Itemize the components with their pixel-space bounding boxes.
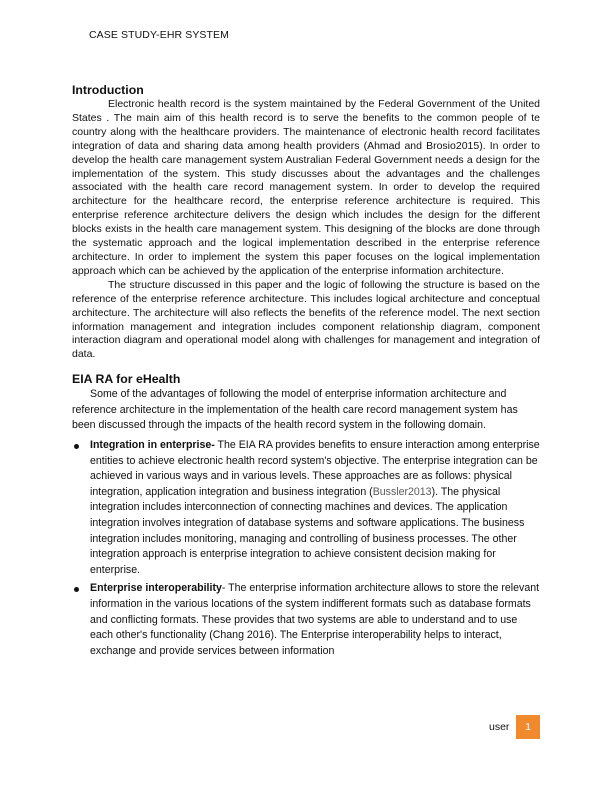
citation: Bussler2013	[372, 485, 432, 498]
bullet-icon	[74, 587, 79, 592]
eia-heading: EIA RA for eHealth	[72, 372, 181, 387]
list-item	[72, 438, 540, 578]
intro-heading: Introduction	[72, 83, 144, 97]
eia-bullet-list	[72, 438, 540, 659]
footer-user-label: user	[489, 721, 510, 733]
bullet-term: Enterprise interoperability	[90, 582, 222, 595]
bullet-text-continued: ). The physical integration includes interconnection of connecting machines and devices. The application integration involves integration of database systems and software applications. The business integration includes monitoring, managing and controlling of business processes. The other integration approach is enterprise integration to achieve consistent decision making for enterprise.	[90, 485, 525, 576]
intro-paragraph-2: The structure discussed in this paper and the logic of following the structure is based on the reference of the enterprise reference architecture. This includes logical architecture and conceptual architecture. The architecture will also reflects the benefits of the reference model. The next section information management and integration includes component relationship diagram, component interaction diagram and operational model along with challenges for management and integration of data.	[72, 278, 540, 361]
eia-paragraph: Some of the advantages of following the model of enterprise information architecture and reference architecture in the implementation of the health care record management system has been discussed through the impacts of the health record system in the following domain.	[72, 388, 518, 432]
bullet-text: The EIA RA provides benefits to ensure interaction among enterprise entities to achieve electronic health record system's objective. The enterprise integration can be achieved in various ways and in various levels. These approaches are as follows: physical integration, application integration and business integration (	[90, 439, 540, 498]
document-body	[72, 82, 540, 662]
intro-paragraph-1: Electronic health record is the system maintained by the Federal Government of the United States . The main aim of this health record is to serve the benefits to the common people of te country along with the healthcare providers. The maintenance of electronic health record facilitates integration of data and sharing data among health providers (Ahmad and Brosio2015). In order to develop the health care management system Australian Federal Government needs a design for the implementation of the system. This study discusses about the advantages and the challenges associated with the health care record management system. In order to develop the required architecture for the healthcare record, the enterprise reference architecture is required. This enterprise reference architecture delivers the design which includes the design for the different blocks exists in the health care management system. This designing of the blocks are done through the systematic approach and the logical implementation described in the enterprise reference architecture. In order to implement the system this paper focuses on the logical implementation approach which can be achieved by the application of the enterprise information architecture.	[72, 98, 540, 277]
bullet-text: - The enterprise information architecture allows to store the relevant information in the various locations of the system indifferent formats such as database formats and conflicting formats. These provides that two systems are able to understand and to use each other's functionality (Chang 2016). The Enterprise interoperability helps to interact, exchange and provide services between information	[90, 582, 540, 657]
page-number-badge: 1	[516, 715, 540, 739]
list-item	[72, 581, 540, 659]
bullet-term: Integration in enterprise-	[90, 439, 215, 451]
bullet-icon	[74, 444, 79, 449]
running-header: CASE STUDY-EHR SYSTEM	[89, 29, 229, 41]
